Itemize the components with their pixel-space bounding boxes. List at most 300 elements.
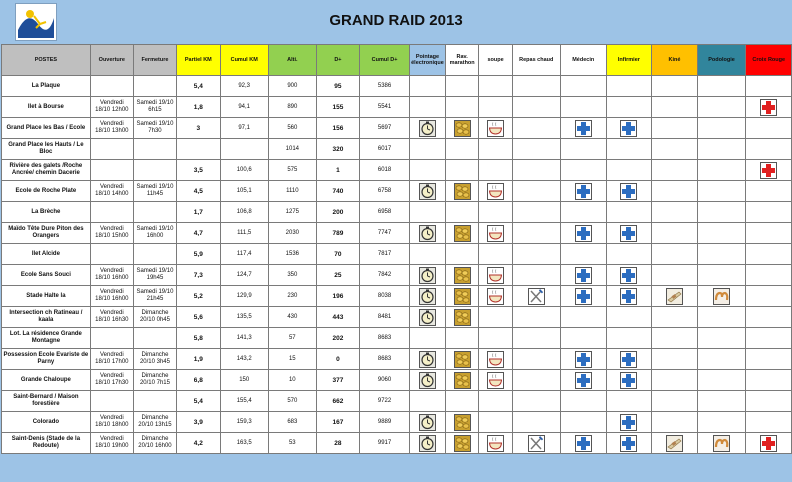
pointage-cell — [410, 286, 446, 307]
soupe-cell — [479, 412, 512, 433]
ouverture-cell: Vendredi 18/10 14h00 — [90, 181, 133, 202]
fermeture-cell — [133, 76, 176, 97]
ouverture-cell — [90, 328, 133, 349]
ravitaillement-icon — [454, 351, 471, 368]
ravitaillement-cell — [445, 160, 479, 181]
table-row — [2, 160, 792, 181]
alti-cell: 890 — [268, 97, 316, 118]
fermeture-cell — [133, 244, 176, 265]
ravitaillement-cell — [445, 328, 479, 349]
ravitaillement-cell — [445, 181, 479, 202]
header-repas-chaud: Repas chaud — [512, 45, 560, 76]
cumul-km-cell: 129,9 — [220, 286, 268, 307]
kine-icon — [666, 435, 683, 452]
pointage-cell — [410, 307, 446, 328]
infirmier-cell — [606, 118, 652, 139]
table-row — [2, 307, 792, 328]
cumul-km-cell: 111,5 — [220, 223, 268, 244]
partiel-km-cell: 3,9 — [177, 412, 221, 433]
medecin-cell — [560, 433, 606, 454]
kine-cell — [652, 412, 697, 433]
cumul-d-plus-cell: 9917 — [359, 433, 409, 454]
d-plus-cell: 156 — [316, 118, 359, 139]
ravitaillement-cell — [445, 97, 479, 118]
soupe-cell — [479, 181, 512, 202]
alti-cell: 57 — [268, 328, 316, 349]
alti-cell: 15 — [268, 349, 316, 370]
partiel-km-cell: 1,9 — [177, 349, 221, 370]
table-row — [2, 433, 792, 454]
cumul-d-plus-cell: 6017 — [359, 139, 409, 160]
poste-cell: Grande Chaloupe — [2, 370, 91, 391]
header-infirmier: Infirmier — [606, 45, 652, 76]
table-row — [2, 202, 792, 223]
infirmier-icon — [620, 183, 637, 200]
ravitaillement-cell — [445, 223, 479, 244]
ouverture-cell — [90, 139, 133, 160]
medecin-cell — [560, 139, 606, 160]
ouverture-cell — [90, 76, 133, 97]
medecin-icon — [575, 435, 592, 452]
croix-rouge-icon — [760, 162, 777, 179]
partiel-km-cell: 6,8 — [177, 370, 221, 391]
partiel-km-cell: 5,9 — [177, 244, 221, 265]
kine-cell — [652, 223, 697, 244]
cumul-km-cell: 94,1 — [220, 97, 268, 118]
d-plus-cell: 0 — [316, 349, 359, 370]
pointage-cell — [410, 223, 446, 244]
poste-cell: Saint-Denis (Stade de la Redoute) — [2, 433, 91, 454]
header-alti: Alti. — [268, 45, 316, 76]
kine-cell — [652, 433, 697, 454]
medecin-cell — [560, 286, 606, 307]
ouverture-cell: Vendredi 18/10 18h00 — [90, 412, 133, 433]
cumul-d-plus-cell: 5386 — [359, 76, 409, 97]
kine-cell — [652, 139, 697, 160]
croix-rouge-cell — [746, 244, 792, 265]
medecin-cell — [560, 181, 606, 202]
repas-chaud-cell — [512, 118, 560, 139]
croix-rouge-cell — [746, 181, 792, 202]
repas-chaud-cell — [512, 160, 560, 181]
croix-rouge-cell — [746, 307, 792, 328]
podologie-cell — [697, 118, 746, 139]
header-medecin: Médecin — [560, 45, 606, 76]
repas-chaud-cell — [512, 97, 560, 118]
table-row — [2, 181, 792, 202]
ouverture-cell — [90, 202, 133, 223]
poste-cell: Possession Ecole Evariste de Parny — [2, 349, 91, 370]
repas-chaud-cell — [512, 76, 560, 97]
partiel-km-cell: 5,4 — [177, 76, 221, 97]
soupe-cell — [479, 265, 512, 286]
soupe-cell — [479, 118, 512, 139]
repas-chaud-cell — [512, 307, 560, 328]
medecin-cell — [560, 202, 606, 223]
pointage-icon — [419, 120, 436, 137]
ravitaillement-cell — [445, 76, 479, 97]
croix-rouge-cell — [746, 118, 792, 139]
cumul-km-cell: 159,3 — [220, 412, 268, 433]
infirmier-cell — [606, 76, 652, 97]
fermeture-cell: Samedi 19/10 7h30 — [133, 118, 176, 139]
poste-cell: Lot. La résidence Grande Montagne — [2, 328, 91, 349]
repas-chaud-cell — [512, 328, 560, 349]
partiel-km-cell: 1,8 — [177, 97, 221, 118]
pointage-icon — [419, 309, 436, 326]
fermeture-cell: Samedi 19/10 19h45 — [133, 265, 176, 286]
podologie-cell — [697, 76, 746, 97]
kine-cell — [652, 328, 697, 349]
croix-rouge-cell — [746, 433, 792, 454]
repas-chaud-cell — [512, 202, 560, 223]
infirmier-cell — [606, 181, 652, 202]
poste-cell: Maïdo Tête Dure Piton des Orangers — [2, 223, 91, 244]
infirmier-cell — [606, 160, 652, 181]
cumul-d-plus-cell: 5541 — [359, 97, 409, 118]
podologie-cell — [697, 391, 746, 412]
cumul-d-plus-cell: 8481 — [359, 307, 409, 328]
alti-cell: 230 — [268, 286, 316, 307]
alti-cell: 1275 — [268, 202, 316, 223]
podologie-cell — [697, 97, 746, 118]
pointage-icon — [419, 372, 436, 389]
soupe-cell — [479, 223, 512, 244]
cumul-d-plus-cell: 7842 — [359, 265, 409, 286]
ravitaillement-cell — [445, 244, 479, 265]
ravitaillement-icon — [454, 288, 471, 305]
kine-cell — [652, 370, 697, 391]
table-row — [2, 223, 792, 244]
alti-cell: 350 — [268, 265, 316, 286]
infirmier-icon — [620, 351, 637, 368]
infirmier-icon — [620, 267, 637, 284]
ravitaillement-cell — [445, 265, 479, 286]
pointage-cell — [410, 202, 446, 223]
header-podologie: Podologie — [697, 45, 746, 76]
soupe-cell — [479, 349, 512, 370]
table-row — [2, 286, 792, 307]
partiel-km-cell — [177, 139, 221, 160]
pointage-cell — [410, 160, 446, 181]
pointage-cell — [410, 244, 446, 265]
medecin-cell — [560, 328, 606, 349]
ouverture-cell: Vendredi 18/10 16h00 — [90, 265, 133, 286]
fermeture-cell: Samedi 19/10 16h00 — [133, 223, 176, 244]
medecin-cell — [560, 223, 606, 244]
infirmier-cell — [606, 202, 652, 223]
medecin-cell — [560, 412, 606, 433]
kine-cell — [652, 307, 697, 328]
podologie-cell — [697, 244, 746, 265]
medecin-cell — [560, 118, 606, 139]
infirmier-cell — [606, 97, 652, 118]
table-row — [2, 139, 792, 160]
infirmier-icon — [620, 225, 637, 242]
pointage-icon — [419, 288, 436, 305]
cumul-km-cell: 100,6 — [220, 160, 268, 181]
medecin-cell — [560, 76, 606, 97]
ravitaillement-cell — [445, 286, 479, 307]
podologie-cell — [697, 181, 746, 202]
podologie-cell — [697, 223, 746, 244]
cumul-km-cell: 143,2 — [220, 349, 268, 370]
d-plus-cell: 740 — [316, 181, 359, 202]
cumul-d-plus-cell: 6018 — [359, 160, 409, 181]
header-croix-rouge: Croix Rouge — [746, 45, 792, 76]
croix-rouge-cell — [746, 160, 792, 181]
d-plus-cell: 202 — [316, 328, 359, 349]
d-plus-cell: 155 — [316, 97, 359, 118]
soupe-cell — [479, 244, 512, 265]
table-row — [2, 412, 792, 433]
alti-cell: 575 — [268, 160, 316, 181]
cumul-km-cell: 117,4 — [220, 244, 268, 265]
ouverture-cell: Vendredi 18/10 12h00 — [90, 97, 133, 118]
infirmier-cell — [606, 223, 652, 244]
d-plus-cell: 789 — [316, 223, 359, 244]
ravitaillement-cell — [445, 370, 479, 391]
podologie-cell — [697, 433, 746, 454]
cumul-km-cell: 105,1 — [220, 181, 268, 202]
repas-chaud-cell — [512, 181, 560, 202]
podologie-cell — [697, 160, 746, 181]
pointage-icon — [419, 183, 436, 200]
podologie-cell — [697, 370, 746, 391]
cumul-d-plus-cell: 9722 — [359, 391, 409, 412]
soupe-icon — [487, 225, 504, 242]
medecin-icon — [575, 120, 592, 137]
poste-cell: Grand Place les Hauts / Le Bloc — [2, 139, 91, 160]
ouverture-cell: Vendredi 18/10 16h30 — [90, 307, 133, 328]
partiel-km-cell: 3,5 — [177, 160, 221, 181]
croix-rouge-icon — [760, 99, 777, 116]
croix-rouge-cell — [746, 370, 792, 391]
ravitaillement-cell — [445, 202, 479, 223]
repas-chaud-cell — [512, 244, 560, 265]
medecin-cell — [560, 265, 606, 286]
medecin-icon — [575, 183, 592, 200]
repas-chaud-cell — [512, 433, 560, 454]
pointage-cell — [410, 181, 446, 202]
ravitaillement-icon — [454, 267, 471, 284]
poste-cell: Colorado — [2, 412, 91, 433]
kine-cell — [652, 181, 697, 202]
poste-cell: Ecole de Roche Plate — [2, 181, 91, 202]
repas-chaud-cell — [512, 349, 560, 370]
kine-cell — [652, 160, 697, 181]
soupe-icon — [487, 435, 504, 452]
soupe-cell — [479, 76, 512, 97]
cumul-km-cell: 163,5 — [220, 433, 268, 454]
fermeture-cell: Dimanche 20/10 16h00 — [133, 433, 176, 454]
croix-rouge-cell — [746, 76, 792, 97]
fermeture-cell: Dimanche 20/10 7h15 — [133, 370, 176, 391]
header-rav-marathon: Rav. marathon — [445, 45, 479, 76]
header-pointage: Pointage électronique — [410, 45, 446, 76]
fermeture-cell — [133, 391, 176, 412]
partiel-km-cell: 1,7 — [177, 202, 221, 223]
ravitaillement-cell — [445, 349, 479, 370]
infirmier-cell — [606, 244, 652, 265]
d-plus-cell: 200 — [316, 202, 359, 223]
infirmier-icon — [620, 288, 637, 305]
soupe-cell — [479, 286, 512, 307]
infirmier-cell — [606, 307, 652, 328]
cumul-km-cell: 124,7 — [220, 265, 268, 286]
infirmier-cell — [606, 139, 652, 160]
ravitaillement-icon — [454, 183, 471, 200]
croix-rouge-cell — [746, 391, 792, 412]
pointage-cell — [410, 118, 446, 139]
ouverture-cell — [90, 391, 133, 412]
podologie-icon — [713, 435, 730, 452]
ouverture-cell — [90, 244, 133, 265]
pointage-icon — [419, 225, 436, 242]
podologie-cell — [697, 328, 746, 349]
soupe-icon — [487, 183, 504, 200]
kine-cell — [652, 118, 697, 139]
d-plus-cell: 167 — [316, 412, 359, 433]
header-d-plus: D+ — [316, 45, 359, 76]
alti-cell: 1014 — [268, 139, 316, 160]
repas-chaud-cell — [512, 265, 560, 286]
table-row — [2, 118, 792, 139]
fermeture-cell: Samedi 19/10 11h45 — [133, 181, 176, 202]
kine-cell — [652, 97, 697, 118]
medecin-cell — [560, 349, 606, 370]
croix-rouge-cell — [746, 202, 792, 223]
soupe-cell — [479, 160, 512, 181]
medecin-cell — [560, 307, 606, 328]
podologie-cell — [697, 412, 746, 433]
ravitaillement-cell — [445, 412, 479, 433]
cumul-d-plus-cell: 8683 — [359, 328, 409, 349]
croix-rouge-cell — [746, 349, 792, 370]
ravitaillement-icon — [454, 309, 471, 326]
alti-cell: 1110 — [268, 181, 316, 202]
ouverture-cell: Vendredi 18/10 15h00 — [90, 223, 133, 244]
podologie-cell — [697, 139, 746, 160]
medecin-cell — [560, 160, 606, 181]
header-cumul-d-plus: Cumul D+ — [359, 45, 409, 76]
pointage-icon — [419, 414, 436, 431]
ravitaillement-icon — [454, 372, 471, 389]
pointage-cell — [410, 76, 446, 97]
medecin-icon — [575, 288, 592, 305]
cumul-d-plus-cell: 7747 — [359, 223, 409, 244]
infirmier-cell — [606, 370, 652, 391]
fermeture-cell: Samedi 19/10 21h45 — [133, 286, 176, 307]
ouverture-cell: Vendredi 18/10 17h00 — [90, 349, 133, 370]
pointage-cell — [410, 433, 446, 454]
podologie-cell — [697, 202, 746, 223]
kine-cell — [652, 349, 697, 370]
repas-chaud-cell — [512, 370, 560, 391]
medecin-cell — [560, 370, 606, 391]
table-row — [2, 265, 792, 286]
infirmier-cell — [606, 265, 652, 286]
alti-cell: 1536 — [268, 244, 316, 265]
ouverture-cell: Vendredi 18/10 17h30 — [90, 370, 133, 391]
kine-cell — [652, 244, 697, 265]
cumul-d-plus-cell: 7817 — [359, 244, 409, 265]
repas-chaud-cell — [512, 412, 560, 433]
fermeture-cell — [133, 202, 176, 223]
fermeture-cell — [133, 160, 176, 181]
infirmier-cell — [606, 349, 652, 370]
ravitaillement-icon — [454, 435, 471, 452]
cumul-km-cell: 106,8 — [220, 202, 268, 223]
ravitaillement-cell — [445, 433, 479, 454]
pointage-cell — [410, 391, 446, 412]
podologie-cell — [697, 349, 746, 370]
fermeture-cell: Dimanche 20/10 0h45 — [133, 307, 176, 328]
infirmier-cell — [606, 391, 652, 412]
pointage-icon — [419, 267, 436, 284]
ouverture-cell: Vendredi 18/10 19h00 — [90, 433, 133, 454]
fermeture-cell: Dimanche 20/10 13h15 — [133, 412, 176, 433]
race-table — [1, 44, 792, 454]
cumul-km-cell: 141,3 — [220, 328, 268, 349]
cumul-d-plus-cell: 5697 — [359, 118, 409, 139]
cumul-km-cell: 150 — [220, 370, 268, 391]
d-plus-cell: 28 — [316, 433, 359, 454]
soupe-icon — [487, 351, 504, 368]
fermeture-cell: Dimanche 20/10 3h45 — [133, 349, 176, 370]
croix-rouge-cell — [746, 97, 792, 118]
medecin-cell — [560, 391, 606, 412]
kine-cell — [652, 286, 697, 307]
partiel-km-cell: 5,6 — [177, 307, 221, 328]
croix-rouge-cell — [746, 412, 792, 433]
soupe-cell — [479, 433, 512, 454]
medecin-icon — [575, 267, 592, 284]
soupe-icon — [487, 267, 504, 284]
infirmier-icon — [620, 120, 637, 137]
podologie-cell — [697, 286, 746, 307]
ouverture-cell: Vendredi 18/10 13h00 — [90, 118, 133, 139]
repas-chaud-icon — [528, 435, 545, 452]
pointage-cell — [410, 139, 446, 160]
partiel-km-cell: 4,7 — [177, 223, 221, 244]
ravitaillement-icon — [454, 414, 471, 431]
cumul-d-plus-cell: 6958 — [359, 202, 409, 223]
alti-cell: 900 — [268, 76, 316, 97]
d-plus-cell: 443 — [316, 307, 359, 328]
repas-chaud-cell — [512, 223, 560, 244]
partiel-km-cell: 5,8 — [177, 328, 221, 349]
table-row — [2, 391, 792, 412]
soupe-cell — [479, 328, 512, 349]
infirmier-cell — [606, 433, 652, 454]
pointage-cell — [410, 265, 446, 286]
soupe-cell — [479, 97, 512, 118]
header-fermeture: Fermeture — [133, 45, 176, 76]
infirmier-icon — [620, 414, 637, 431]
d-plus-cell: 662 — [316, 391, 359, 412]
alti-cell: 53 — [268, 433, 316, 454]
header-partiel-km: Partiel KM — [177, 45, 221, 76]
cumul-d-plus-cell: 9889 — [359, 412, 409, 433]
cumul-km-cell — [220, 139, 268, 160]
croix-rouge-cell — [746, 139, 792, 160]
croix-rouge-cell — [746, 223, 792, 244]
partiel-km-cell: 4,5 — [177, 181, 221, 202]
d-plus-cell: 377 — [316, 370, 359, 391]
cumul-d-plus-cell: 9060 — [359, 370, 409, 391]
table-row — [2, 349, 792, 370]
